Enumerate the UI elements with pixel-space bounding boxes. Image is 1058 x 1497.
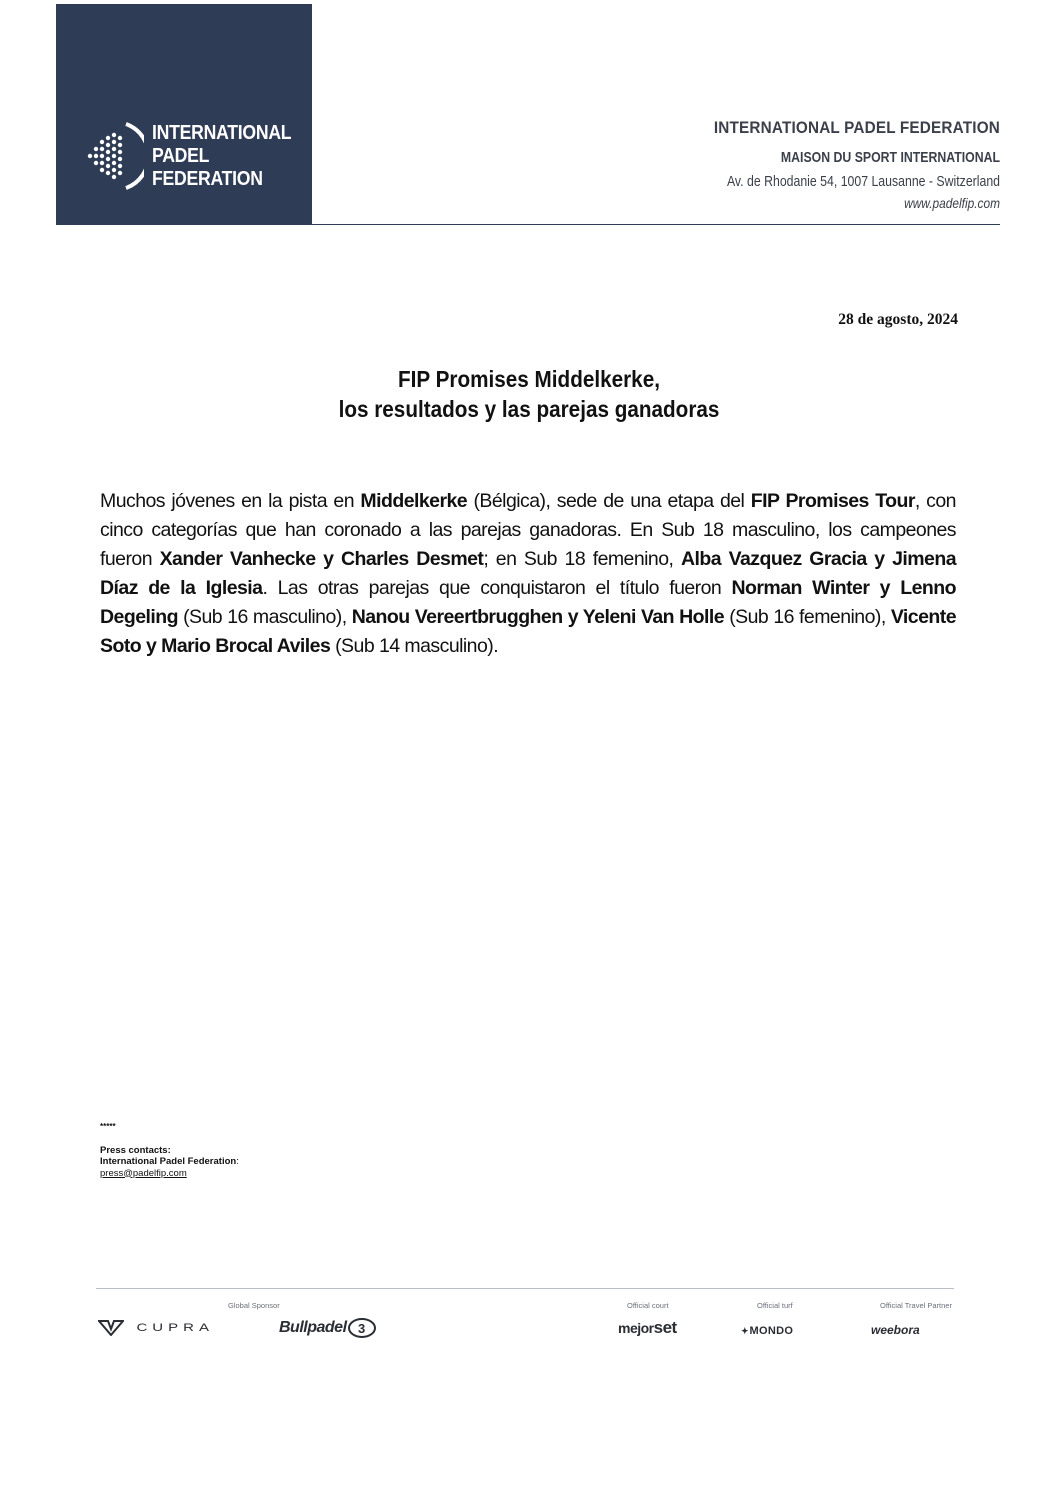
body-text-run: Muchos jóvenes en la pista en [100,490,361,512]
mejorset-wordmark-b: set [653,1318,677,1337]
footer-divider [96,1288,954,1289]
press-org: International Padel Federation [100,1156,237,1167]
body-bold-u14-men-champions: Vicente Soto y Mario Brocal Aviles [100,606,956,657]
bullpadel-emblem-icon [347,1317,377,1339]
cupra-logo [98,1318,214,1336]
logo-line-3: FEDERATION [152,167,263,190]
global-sponsor-label: Global Sponsor [228,1301,280,1310]
cupra-emblem-icon [98,1318,124,1336]
body-text-run: (Sub 14 masculino). [330,635,499,657]
mondo-wordmark: MONDO [749,1325,794,1337]
press-contacts [100,1121,239,1179]
press-heading: Press contacts: [100,1144,171,1156]
body-bold-location: Middelkerke [360,490,468,512]
cupra-wordmark: CUPRA [136,1320,214,1334]
ipf-logo-block [56,4,312,225]
document-title [0,364,1058,424]
title-line-2: los resultados y las parejas ganadoras [338,396,720,422]
org-name: INTERNATIONAL PADEL FEDERATION [713,118,1000,137]
ipf-logo-wordmark [152,121,291,190]
org-street-address: Av. de Rhodanie 54, 1007 Lausanne - Switzerland [726,173,1000,190]
body-text-run: , con cinco categorías que han coronado a las parejas ganadoras. En Sub 18 masculino, los campeones fueron [100,490,956,570]
official-turf-label: Official turf [757,1301,793,1310]
mejorset-wordmark-a: mejor [618,1320,654,1336]
body-bold-u16-men-champions: Norman Winter y Lenno Degeling [100,577,956,628]
separator-stars: ***** [100,1122,116,1131]
logo-line-2: PADEL [152,144,210,167]
body-text-run: (Sub 16 masculino), [177,606,352,628]
official-court-label: Official court [627,1301,669,1310]
weebora-logo [871,1321,920,1339]
org-building: MAISON DU SPORT INTERNATIONAL [780,149,1000,166]
body-paragraph [100,487,956,661]
mejorset-logo [618,1318,677,1338]
bullpadel-logo [279,1317,377,1339]
press-org-colon: : [236,1156,239,1167]
body-text-run: . Las otras parejas que conquistaron el título fueron [262,577,732,599]
body-bold-u18-women-champions: Alba Vazquez Gracia y Jimena Díaz de la Iglesia [100,548,956,599]
body-text-run: ; en Sub 18 femenino, [483,548,681,570]
bullpadel-wordmark: Bullpadel [279,1319,347,1337]
svg-text:3: 3 [357,1321,366,1336]
header-divider [312,224,1000,225]
body-bold-tour: FIP Promises Tour [750,490,915,512]
official-travel-label: Official Travel Partner [880,1301,952,1310]
org-address-block [667,118,1000,211]
org-website-link[interactable]: www.padelfip.com [904,195,1000,211]
logo-line-1: INTERNATIONAL [152,121,292,144]
mondo-logo [741,1321,793,1339]
body-text-run: (Sub 16 femenino), [724,606,891,628]
title-line-1: FIP Promises Middelkerke, [398,366,660,392]
press-email-link[interactable]: press@padelfip.com [100,1167,187,1179]
body-text-run: (Bélgica), sede de una etapa del [467,490,751,512]
mondo-mark-icon: ✦ [741,1326,749,1336]
body-bold-u18-men-champions: Xander Vanhecke y Charles Desmet [159,548,484,570]
document-date: 28 de agosto, 2024 [838,311,958,328]
body-bold-u16-women-champions: Nanou Vereertbrugghen y Yeleni Van Holle [351,606,725,628]
ipf-ball-logo-icon [84,116,144,196]
weebora-wordmark: weebora [871,1323,920,1337]
